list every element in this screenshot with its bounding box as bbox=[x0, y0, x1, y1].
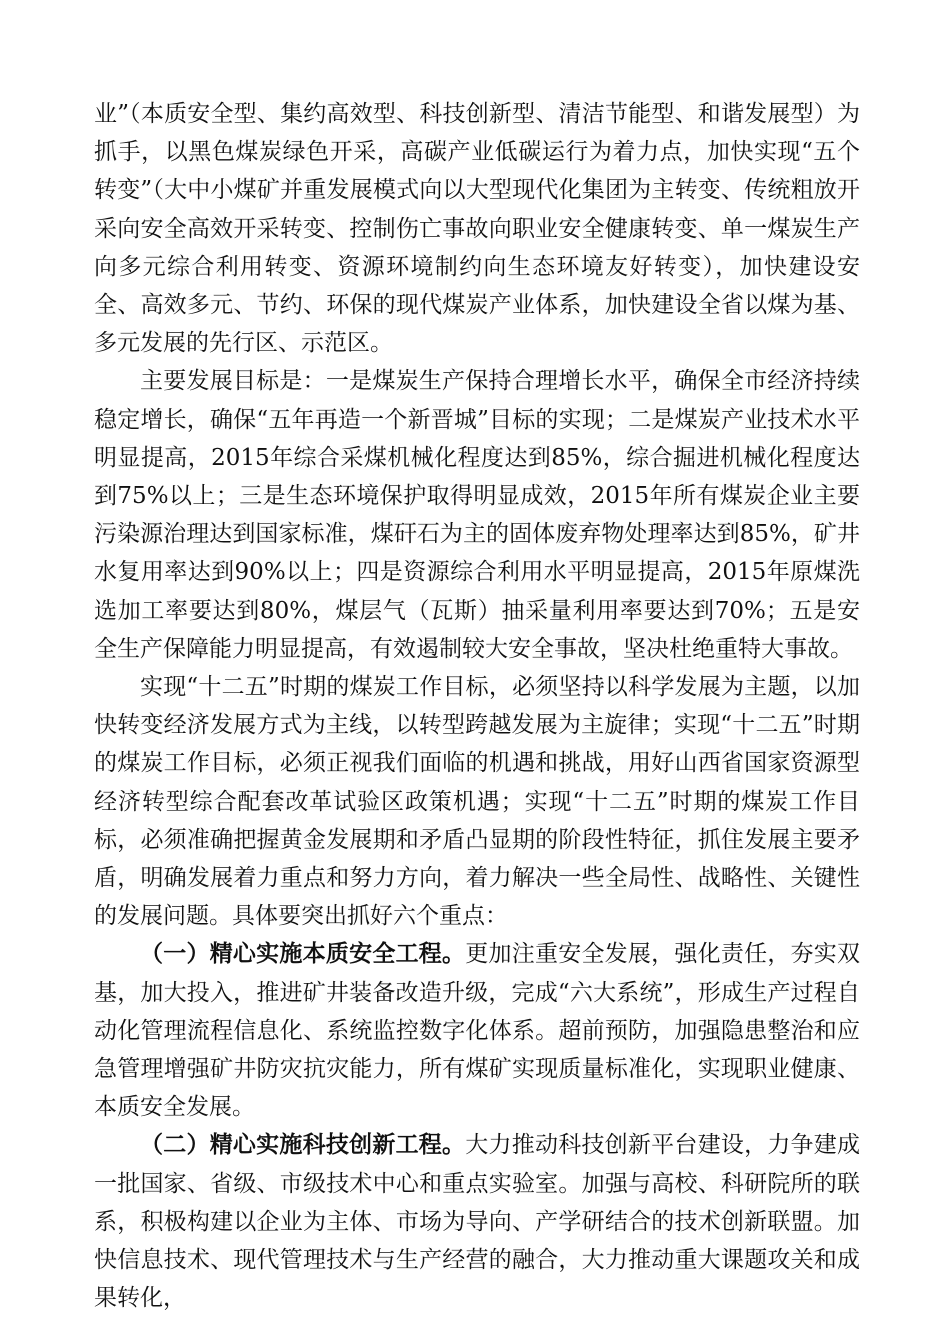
paragraph-innovation-project bbox=[94, 1126, 860, 1317]
paragraph-safety-project bbox=[94, 935, 860, 1126]
section-body-innovation: 大力推动科技创新平台建设，力争建成一批国家、省级、市级技术中心和重点实验室。加强与高校、科研院所的联系，积极构建以企业为主体、市场为导向、产学研结合的技术创新联盟。加快信息技术、现代管理技术与生产经营的融合，大力推动重大课题攻关和成果转化， bbox=[94, 1132, 861, 1312]
section-heading-safety: （一）精心实施本质安全工程。 bbox=[140, 941, 466, 968]
section-body-safety: 更加注重安全发展，强化责任，夯实双基，加大投入，推进矿井装备改造升级，完成“六大系统”，形成生产过程自动化管理流程信息化、系统监控数字化体系。超前预防，加强隐患整治和应急管理增强矿井防灾抗灾能力，所有煤矿实现质量标准化，实现职业健康、本质安全发展。 bbox=[94, 941, 861, 1121]
paragraph-work-targets: 实现“十二五”时期的煤炭工作目标，必须坚持以科学发展为主题，以加快转变经济发展方式为主线，以转型跨越发展为主旋律；实现“十二五”时期的煤炭工作目标，必须正视我们面临的机遇和挑战，用好山西省国家资源型经济转型综合配套改革试验区政策机遇；实现“十二五”时期的煤炭工作目标，必须准确把握黄金发展期和矛盾凸显期的阶段性特征，抓住发展主要矛盾，明确发展着力重点和努力方向，着力解决一些全局性、战略性、关键性的发展问题。具体要突出抓好六个重点： bbox=[94, 674, 860, 930]
paragraph-intro-continuation: 业”（本质安全型、集约高效型、科技创新型、清洁节能型、和谐发展型）为抓手，以黑色煤炭绿色开采，高碳产业低碳运行为着力点，加快实现“五个转变”（大中小煤矿并重发展模式向以大型现代化集团为主转变、传统粗放开采向安全高效开采转变、控制伤亡事故向职业安全健康转变、单一煤炭生产向多元综合利用转变、资源环境制约向生态环境友好转变），加快建设安全、高效多元、节约、环保的现代煤炭产业体系，加快建设全省以煤为基、多元发展的先行区、示范区。 bbox=[94, 101, 860, 357]
document-body bbox=[94, 95, 860, 1318]
paragraph-development-goals: 主要发展目标是：一是煤炭生产保持合理增长水平，确保全市经济持续稳定增长，确保“五年再造一个新晋城”目标的实现；二是煤炭产业技术水平明显提高，2015年综合采煤机械化程度达到85%，综合掘进机械化程度达到75%以上；三是生态环境保护取得明显成效，2015年所有煤炭企业主要污染源治理达到国家标准，煤矸石为主的固体废弃物处理率达到85%，矿井水复用率达到90%以上；四是资源综合利用水平明显提高，2015年原煤洗选加工率要达到80%，煤层气（瓦斯）抽采量利用率要达到70%；五是安全生产保障能力明显提高，有效遏制较大安全事故，坚决杜绝重特大事故。 bbox=[94, 368, 860, 662]
section-heading-innovation: （二）精心实施科技创新工程。 bbox=[140, 1132, 466, 1159]
